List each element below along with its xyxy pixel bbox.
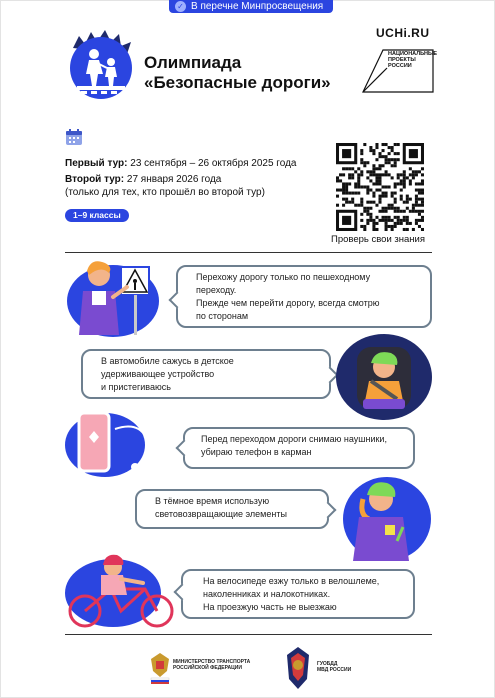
rule-card-1: Перехожу дорогу только по пешеходному переходу. Прежде чем перейти дорогу, всегда смотрю по сторонам <box>176 265 432 328</box>
calendar-icon <box>65 128 83 146</box>
rule-card-4: В тёмное время использую световозвращающие элементы <box>135 489 329 529</box>
ministry-emblem-icon <box>149 651 171 685</box>
rule-card-2: В автомобиле сажусь в детское удерживающее устройство и пристегиваюсь <box>81 349 331 399</box>
olympiad-logo-icon <box>65 28 137 100</box>
boy-crosswalk-illustration <box>65 257 175 337</box>
police-name: ГУОБДД МВД РОССИИ <box>317 661 352 673</box>
child-car-seat-illustration <box>335 333 433 421</box>
national-projects-logo: НАЦИОНАЛЬНЫЕ ПРОЕКТЫ РОССИИ <box>361 46 435 96</box>
grades-badge: 1–9 классы <box>65 209 129 222</box>
divider-bottom <box>65 634 432 635</box>
girl-reflective-illustration <box>341 475 433 565</box>
rule-card-3: Перед переходом дороги снимаю наушники, убираю телефон в карман <box>183 427 415 469</box>
check-icon: ✓ <box>175 1 186 12</box>
olympiad-dates: Первый тур: 23 сентября – 26 октября 2025 года Второй тур: 27 января 2026 года (только для тех, кто прошёл во второй тур) <box>65 158 297 198</box>
page-title: Олимпиада «Безопасные дороги» <box>144 53 331 92</box>
divider-top <box>65 252 432 253</box>
ministry-name: МИНИСТЕРСТВО ТРАНСПОРТА РОССИЙСКОЙ ФЕДЕРАЦИИ <box>173 659 251 671</box>
badge-label: В перечне Минпросвещения <box>191 0 324 12</box>
ministry-list-badge <box>169 0 333 13</box>
phone-headphones-illustration <box>65 409 175 477</box>
police-emblem-icon <box>283 645 313 691</box>
cyclist-girl-illustration <box>65 553 183 629</box>
rule-card-5: На велосипеде езжу только в велошлеме, наколенниках и налокотниках. На проезжую часть не выезжаю <box>181 569 415 619</box>
qr-code[interactable] <box>336 143 424 231</box>
uchi-logo: UCHi.RU <box>376 26 430 40</box>
qr-caption: Проверь свои знания <box>331 234 425 245</box>
